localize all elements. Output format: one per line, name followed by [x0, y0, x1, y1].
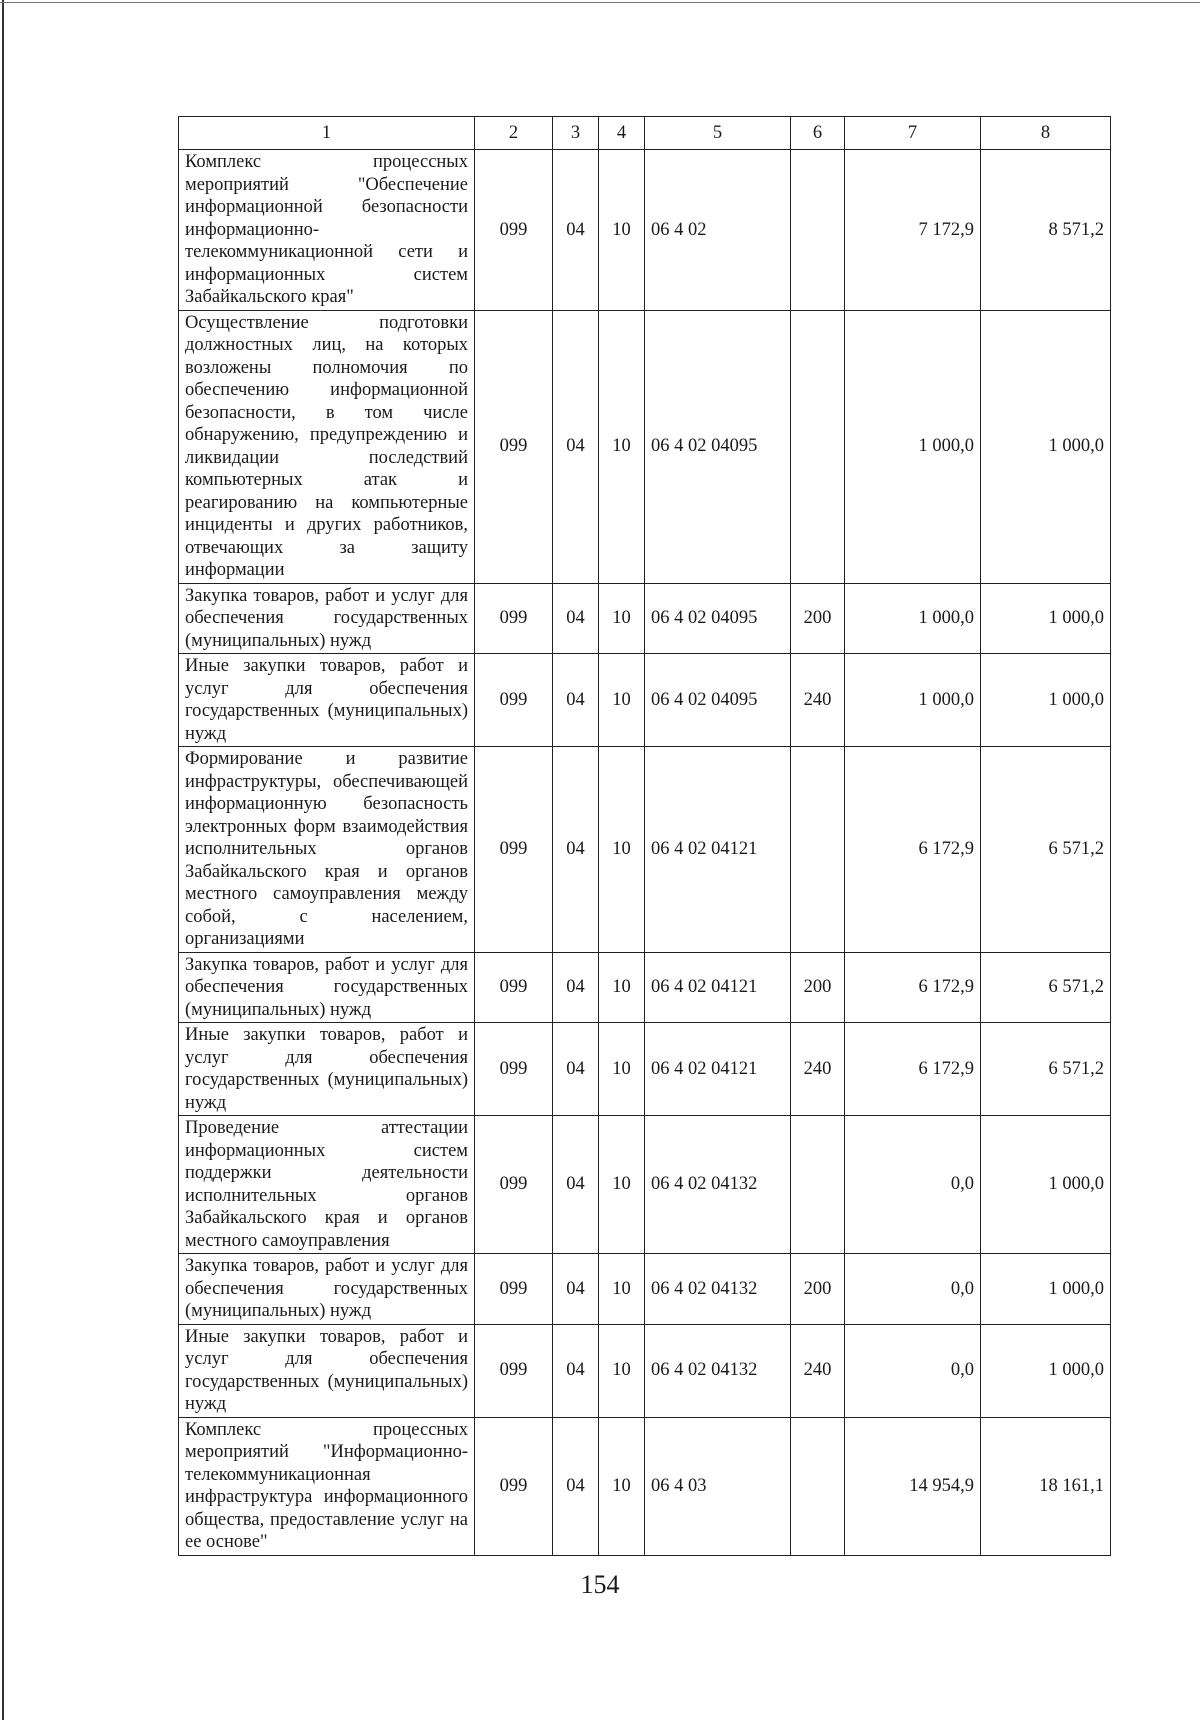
- table-row: [179, 654, 1111, 747]
- section-cell: 04: [553, 1023, 599, 1116]
- amount-col8-cell: 1 000,0: [981, 1116, 1111, 1254]
- table-row: [179, 1417, 1111, 1555]
- amount-col7-cell: 6 172,9: [845, 1023, 981, 1116]
- row-name-cell: Комплекс процессных мероприятий "Информационно-телекоммуникационная инфраструктура информационного общества, предоставление услуг на ее основе": [179, 1417, 475, 1555]
- table-row: [179, 150, 1111, 311]
- section-cell: 04: [553, 310, 599, 583]
- table-body: [179, 150, 1111, 1556]
- amount-col7-cell: 7 172,9: [845, 150, 981, 311]
- target-article-cell: 06 4 02 04095: [645, 310, 791, 583]
- budget-table: [178, 116, 1111, 1556]
- target-article-cell: 06 4 02 04121: [645, 747, 791, 953]
- column-header: 7: [845, 117, 981, 150]
- row-name-cell: Иные закупки товаров, работ и услуг для обеспечения государственных (муниципальных) нужд: [179, 654, 475, 747]
- section-cell: 04: [553, 654, 599, 747]
- amount-col8-cell: 1 000,0: [981, 1254, 1111, 1325]
- admin-code-cell: 099: [475, 747, 553, 953]
- table-row: [179, 952, 1111, 1023]
- section-cell: 04: [553, 1254, 599, 1325]
- section-cell: 04: [553, 952, 599, 1023]
- table-row: [179, 747, 1111, 953]
- amount-col8-cell: 6 571,2: [981, 1023, 1111, 1116]
- table-header-row: [179, 117, 1111, 150]
- admin-code-cell: 099: [475, 1324, 553, 1417]
- target-article-cell: 06 4 02 04121: [645, 1023, 791, 1116]
- expense-type-cell: 200: [791, 583, 845, 654]
- amount-col8-cell: 8 571,2: [981, 150, 1111, 311]
- subsection-cell: 10: [599, 747, 645, 953]
- column-header: 2: [475, 117, 553, 150]
- expense-type-cell: [791, 150, 845, 311]
- expense-type-cell: [791, 310, 845, 583]
- page-number: 154: [580, 1570, 620, 1599]
- subsection-cell: 10: [599, 654, 645, 747]
- expense-type-cell: 200: [791, 952, 845, 1023]
- column-header: 5: [645, 117, 791, 150]
- column-header: 8: [981, 117, 1111, 150]
- amount-col7-cell: 1 000,0: [845, 310, 981, 583]
- table-row: [179, 1116, 1111, 1254]
- target-article-cell: 06 4 02 04132: [645, 1254, 791, 1325]
- amount-col7-cell: 1 000,0: [845, 583, 981, 654]
- amount-col7-cell: 0,0: [845, 1324, 981, 1417]
- table-row: [179, 1023, 1111, 1116]
- column-header: 6: [791, 117, 845, 150]
- amount-col8-cell: 1 000,0: [981, 310, 1111, 583]
- section-cell: 04: [553, 747, 599, 953]
- scan-edge-left: [2, 0, 4, 1720]
- column-header: 3: [553, 117, 599, 150]
- row-name-cell: Проведение аттестации информационных систем поддержки деятельности исполнительных органов Забайкальского края и органов местного самоуправления: [179, 1116, 475, 1254]
- section-cell: 04: [553, 150, 599, 311]
- table-row: [179, 310, 1111, 583]
- target-article-cell: 06 4 02 04121: [645, 952, 791, 1023]
- amount-col7-cell: 6 172,9: [845, 952, 981, 1023]
- admin-code-cell: 099: [475, 310, 553, 583]
- section-cell: 04: [553, 1324, 599, 1417]
- amount-col8-cell: 1 000,0: [981, 1324, 1111, 1417]
- section-cell: 04: [553, 1116, 599, 1254]
- subsection-cell: 10: [599, 1023, 645, 1116]
- amount-col8-cell: 1 000,0: [981, 583, 1111, 654]
- expense-type-cell: [791, 747, 845, 953]
- amount-col7-cell: 0,0: [845, 1254, 981, 1325]
- admin-code-cell: 099: [475, 1254, 553, 1325]
- section-cell: 04: [553, 1417, 599, 1555]
- target-article-cell: 06 4 02: [645, 150, 791, 311]
- amount-col7-cell: 6 172,9: [845, 747, 981, 953]
- amount-col7-cell: 1 000,0: [845, 654, 981, 747]
- target-article-cell: 06 4 02 04132: [645, 1116, 791, 1254]
- row-name-cell: Комплекс процессных мероприятий "Обеспечение информационной безопасности информационно-телекоммуникационной сети и информационных систем Забайкальского края": [179, 150, 475, 311]
- subsection-cell: 10: [599, 1116, 645, 1254]
- section-cell: 04: [553, 583, 599, 654]
- expense-type-cell: [791, 1417, 845, 1555]
- amount-col8-cell: 18 161,1: [981, 1417, 1111, 1555]
- row-name-cell: Закупка товаров, работ и услуг для обеспечения государственных (муниципальных) нужд: [179, 1254, 475, 1325]
- row-name-cell: Формирование и развитие инфраструктуры, обеспечивающей информационную безопасность электронных форм взаимодействия исполнительных органов Забайкальского края и органов местного самоуправления между собой, с населением, организациями: [179, 747, 475, 953]
- row-name-cell: Закупка товаров, работ и услуг для обеспечения государственных (муниципальных) нужд: [179, 583, 475, 654]
- scan-edge-top: [0, 2, 1200, 3]
- target-article-cell: 06 4 02 04095: [645, 583, 791, 654]
- target-article-cell: 06 4 02 04132: [645, 1324, 791, 1417]
- amount-col8-cell: 6 571,2: [981, 747, 1111, 953]
- expense-type-cell: 240: [791, 1324, 845, 1417]
- amount-col7-cell: 14 954,9: [845, 1417, 981, 1555]
- column-header: 4: [599, 117, 645, 150]
- admin-code-cell: 099: [475, 1023, 553, 1116]
- amount-col7-cell: 0,0: [845, 1116, 981, 1254]
- table-row: [179, 1324, 1111, 1417]
- expense-type-cell: 240: [791, 654, 845, 747]
- expense-type-cell: [791, 1116, 845, 1254]
- admin-code-cell: 099: [475, 150, 553, 311]
- column-header: 1: [179, 117, 475, 150]
- amount-col8-cell: 6 571,2: [981, 952, 1111, 1023]
- admin-code-cell: 099: [475, 654, 553, 747]
- admin-code-cell: 099: [475, 1417, 553, 1555]
- expense-type-cell: 200: [791, 1254, 845, 1325]
- target-article-cell: 06 4 02 04095: [645, 654, 791, 747]
- subsection-cell: 10: [599, 310, 645, 583]
- admin-code-cell: 099: [475, 583, 553, 654]
- subsection-cell: 10: [599, 952, 645, 1023]
- row-name-cell: Закупка товаров, работ и услуг для обеспечения государственных (муниципальных) нужд: [179, 952, 475, 1023]
- target-article-cell: 06 4 03: [645, 1417, 791, 1555]
- subsection-cell: 10: [599, 1254, 645, 1325]
- admin-code-cell: 099: [475, 952, 553, 1023]
- row-name-cell: Осуществление подготовки должностных лиц, на которых возложены полномочия по обеспечению информационной безопасности, в том числе обнаружению, предупреждению и ликвидации последствий компьютерных атак и реагированию на компьютерные инциденты и других работников, отвечающих за защиту информации: [179, 310, 475, 583]
- expense-type-cell: 240: [791, 1023, 845, 1116]
- row-name-cell: Иные закупки товаров, работ и услуг для обеспечения государственных (муниципальных) нужд: [179, 1023, 475, 1116]
- table-row: [179, 583, 1111, 654]
- table-row: [179, 1254, 1111, 1325]
- subsection-cell: 10: [599, 1417, 645, 1555]
- subsection-cell: 10: [599, 583, 645, 654]
- amount-col8-cell: 1 000,0: [981, 654, 1111, 747]
- subsection-cell: 10: [599, 1324, 645, 1417]
- subsection-cell: 10: [599, 150, 645, 311]
- admin-code-cell: 099: [475, 1116, 553, 1254]
- row-name-cell: Иные закупки товаров, работ и услуг для обеспечения государственных (муниципальных) нужд: [179, 1324, 475, 1417]
